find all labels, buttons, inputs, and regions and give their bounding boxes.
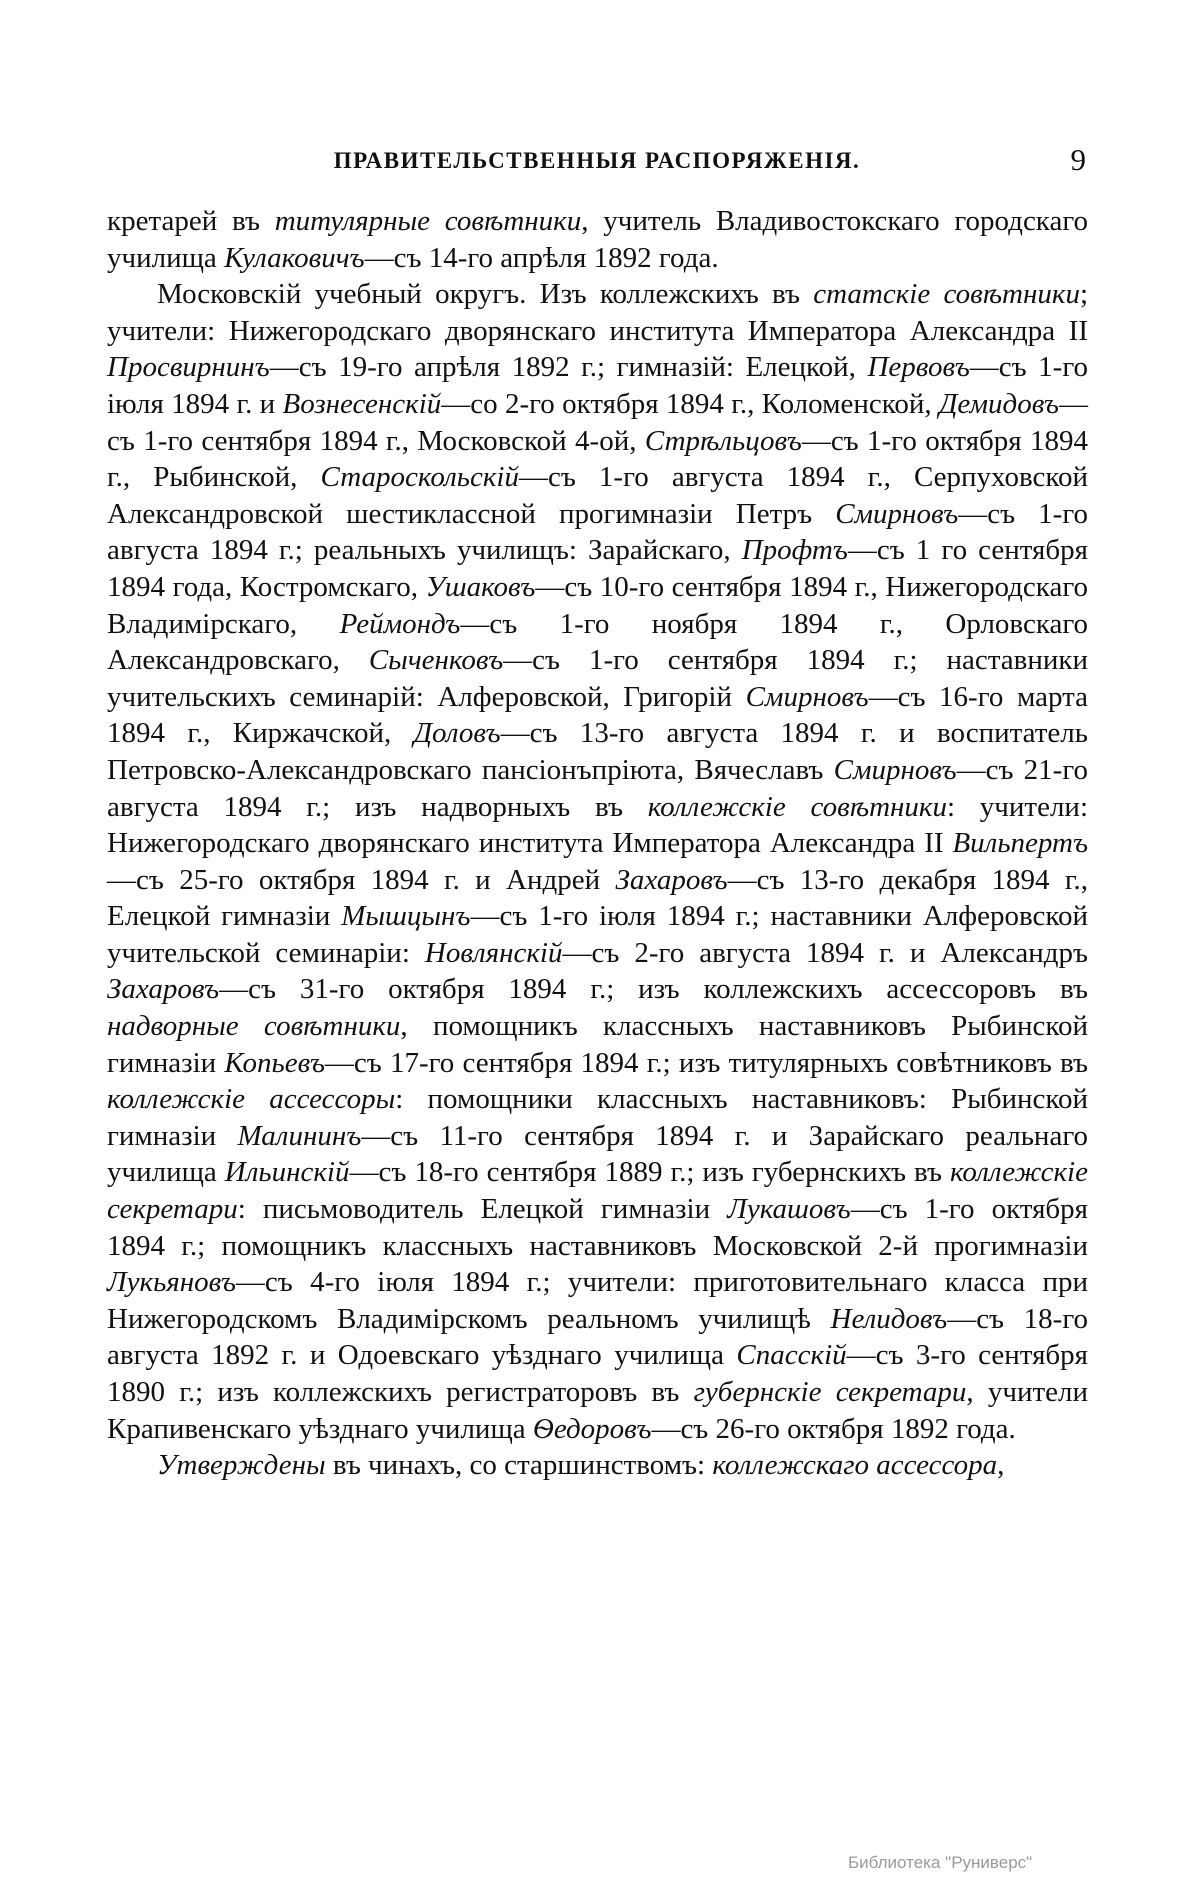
italic-name: Смирновъ (833, 753, 957, 786)
paragraph (107, 203, 1088, 276)
text-run: —съ 1-го іюля 1894 г. и (107, 351, 1088, 420)
italic-name: Ѳедоровъ (532, 1412, 652, 1445)
text-run: —со 2-го октября 1894 г., Коломенской, (441, 387, 939, 420)
text-run: —съ 18-го сентября 1889 г.; изъ губернскихъ въ (349, 1156, 950, 1189)
text-run: Московскій учебный округъ. Изъ коллежскихъ въ (157, 278, 814, 311)
text-run: , учитель Владивостокскаго городскаго училища (107, 205, 1089, 274)
italic-name: Захаровъ (107, 973, 220, 1006)
library-watermark: Библиотека "Руниверс" (848, 1853, 1033, 1872)
text-run: , помощникъ классныхъ наставниковъ Рыбинской гимназіи (107, 1010, 1088, 1079)
text-run: —съ 2-го августа 1894 г. и Александръ (562, 936, 1088, 969)
italic-name: Смирновъ (745, 680, 869, 713)
text-run: —съ 1-го ноября 1894 г., Орловскаго Александровскаго, (107, 607, 1089, 677)
italic-name: Утверждены (157, 1449, 326, 1482)
text-run: —съ 4-го іюля 1894 г.; учители: приготовительнаго класса при Нижегородскомъ Владимірскомъ реальномъ училищѣ (107, 1266, 1088, 1335)
italic-name: Просвирнинъ (107, 351, 270, 384)
italic-name: Реймондъ (339, 607, 461, 640)
text-run: —съ 19-го апрѣля 1892 г.; гимназій: Елецкой, (269, 351, 868, 384)
text-run: , учители Крапивенскаго уѣзднаго училища (107, 1376, 1088, 1445)
italic-name: Лукашовъ (727, 1193, 851, 1226)
paragraph (107, 276, 1088, 1447)
italic-name: Вознесенскій (282, 387, 442, 420)
text-run: —съ 1-го сентября 1894 г., Московской 4-ой, (107, 387, 1088, 457)
italic-name: Лукьяновъ (107, 1266, 236, 1299)
italic-name: коллежскаго ассессора (712, 1449, 998, 1482)
italic-name: надворные совѣтники (107, 1010, 401, 1043)
italic-name: титулярные совѣтники (274, 205, 582, 237)
text-run: —съ 10-го сентября 1894 г., Нижегородскаго Владимірскаго, (107, 570, 1088, 640)
text-run: —съ 14-го апрѣля 1892 года. (364, 241, 719, 274)
italic-name: губернскіе секретари (693, 1376, 967, 1408)
text-run: : учители: Нижегородскаго дворянскаго института Императора Александра II (107, 790, 1089, 860)
text-run: —съ 26-го октября 1892 года. (651, 1412, 1016, 1445)
text-run: : помощники классныхъ наставниковъ: Рыбинской гимназіи (107, 1083, 1088, 1152)
text-run: —съ 1-го іюля 1894 г.; наставники Алферовской учительской семинаріи: (107, 900, 1088, 969)
text-run: —съ 11-го сентября 1894 г. и Зарайскаго реальнаго училища (107, 1119, 1088, 1189)
italic-name: Нелидовъ (830, 1302, 948, 1335)
text-run: —съ 1-го октября 1894 г., Рыбинской, (107, 424, 1088, 494)
italic-name: Ушаковъ (425, 570, 536, 603)
text-run: —съ 13-го августа 1894 г. и воспитатель Петровско-Александровскаго пансіонъпріюта, Вячеславъ (107, 717, 1088, 786)
text-run: —съ 17-го сентября 1894 г.; изъ титулярныхъ совѣтниковъ въ (324, 1046, 1088, 1079)
italic-name: Сыченковъ (368, 644, 504, 677)
text-run: —съ 1-го сентября 1894 г.; наставники учительскихъ семинарій: Алферовской, Григорій (107, 644, 1088, 713)
italic-name: Копьевъ (224, 1046, 325, 1079)
text-run: —съ 16-го марта 1894 г., Киржачской, (107, 680, 1088, 750)
italic-name: коллежскіе ассессоры (107, 1083, 396, 1116)
italic-name: Староскольскій (320, 461, 519, 494)
italic-name: статскіе совѣтники (813, 278, 1080, 311)
text-run: —съ 1-го августа 1894 г., Серпуховской Александровской шестиклассной прогимназіи Петръ (107, 461, 1088, 530)
text-run: —съ 21-го августа 1894 г.; изъ надворныхъ въ (107, 753, 1088, 823)
paragraph (107, 1447, 1088, 1484)
italic-name: коллежскіе совѣтники (647, 790, 947, 823)
italic-name: Демидовъ (938, 387, 1059, 420)
running-title: ПРАВИТЕЛЬСТВЕННЫЯ РАСПОРЯЖЕНІЯ. (333, 148, 861, 173)
text-run: —съ 13-го декабря 1894 г., Елецкой гимназіи (107, 863, 1088, 933)
text-run: —съ 31-го октября 1894 г.; изъ коллежскихъ ассессоровъ въ (219, 973, 1088, 1006)
body-text (107, 203, 1088, 1484)
page-header (108, 142, 1086, 182)
italic-name: Вильпертъ (952, 827, 1088, 860)
italic-name: коллежскіе секретари (107, 1156, 1088, 1226)
italic-name: Новлянскій (424, 936, 563, 969)
text-run: —съ 25-го октября 1894 г. и Андрей (107, 863, 616, 896)
italic-name: Кулаковичъ (224, 241, 365, 274)
text-run: —съ 3-го сентября 1890 г.; изъ коллежскихъ регистраторовъ въ (107, 1339, 1088, 1408)
italic-name: Спасскій (736, 1339, 847, 1372)
page-number: 9 (1070, 142, 1086, 177)
italic-name: Доловъ (413, 717, 501, 750)
italic-name: Первовъ (867, 351, 970, 384)
italic-name: Смирновъ (835, 497, 959, 530)
text-run: кретарей въ (107, 205, 275, 237)
italic-name: Мышцынъ (341, 900, 471, 933)
italic-name: Ильинскій (224, 1156, 350, 1189)
italic-name: Малининъ (237, 1119, 362, 1152)
text-run: —съ 1 го сентября 1894 года, Костромскаго, (107, 534, 1088, 603)
text-run: ; учители: Нижегородскаго дворянскаго института Императора Александра II (107, 278, 1089, 347)
italic-name: Захаровъ (615, 863, 728, 896)
text-run: , (997, 1449, 1005, 1482)
text-run: —съ 1-го октября 1894 г.; помощникъ классныхъ наставниковъ Московской 2-й прогимназіи (107, 1193, 1088, 1262)
text-run: —съ 18-го августа 1892 г. и Одоевскаго уѣзднаго училища (107, 1302, 1088, 1372)
italic-name: Профтъ (741, 534, 848, 567)
text-run: въ чинахъ, со старшинствомъ: (325, 1449, 713, 1482)
text-run: : письмоводитель Елецкой гимназіи (237, 1193, 728, 1226)
text-run: —съ 1-го августа 1894 г.; реальныхъ училищъ: Зарайскаго, (107, 497, 1088, 567)
italic-name: Стрѣльцовъ (644, 424, 802, 457)
